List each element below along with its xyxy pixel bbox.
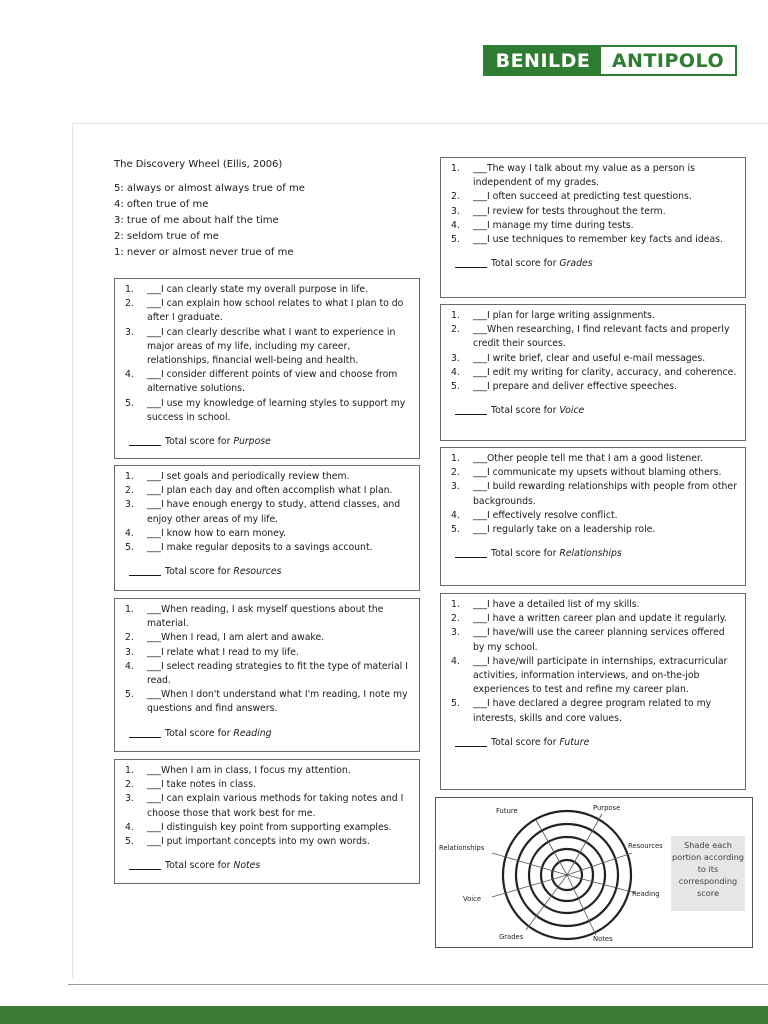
- item-text: ___I often succeed at predicting test questions.: [473, 191, 692, 203]
- item-text: ___I have enough energy to study, attend classes, and enjoy other areas of my life.: [147, 499, 401, 525]
- reading-items: [125, 603, 411, 717]
- spoke-purpose: [567, 814, 602, 875]
- survey-item: [451, 598, 737, 612]
- section-notes: [114, 759, 420, 884]
- item-number: 1.: [125, 471, 134, 482]
- item-number: 3.: [125, 646, 134, 658]
- scale-line-3: 3: true of me about half the time: [114, 215, 279, 226]
- item-text: ___The way I talk about my value as a person is independent of my grades.: [473, 163, 695, 189]
- total-label: Total score for: [165, 566, 231, 578]
- item-text: ___I select reading strategies to fit the type of material I read.: [147, 660, 408, 687]
- total-category: Voice: [559, 405, 585, 417]
- item-number: 5.: [451, 234, 460, 246]
- wheel-label-reading: Reading: [632, 890, 660, 898]
- item-text: ___I plan for large writing assignments.: [473, 310, 655, 321]
- benilde-antipolo-logo: [483, 45, 737, 76]
- section-voice: [440, 304, 746, 441]
- item-text: ___I can explain various methods for taking notes and I choose those that work best for me.: [147, 793, 404, 819]
- section-purpose: [114, 278, 420, 459]
- item-text: ___I have/will use the career planning services offered by my school.: [473, 627, 725, 653]
- total-label: Total score for: [491, 258, 557, 270]
- section-resources: [114, 465, 420, 591]
- survey-item: [125, 541, 411, 555]
- item-number: 1.: [451, 163, 460, 174]
- item-number: 1.: [125, 604, 134, 615]
- voice-items: [451, 309, 737, 394]
- logo-right-text: ANTIPOLO: [611, 49, 725, 72]
- item-number: 2.: [451, 191, 460, 203]
- item-number: 1.: [125, 284, 134, 295]
- survey-item: [125, 283, 411, 297]
- item-text: ___I effectively resolve conflict.: [473, 509, 618, 521]
- item-number: 3.: [125, 499, 134, 511]
- total-label: Total score for: [491, 736, 557, 748]
- survey-item: [125, 764, 411, 778]
- notes-items: [125, 764, 411, 849]
- survey-item: [451, 162, 737, 190]
- item-text: ___I relate what I read to my life.: [147, 646, 299, 658]
- item-text: ___I review for tests throughout the term.: [473, 205, 666, 217]
- total-category: Purpose: [233, 436, 271, 448]
- survey-item: [451, 626, 737, 654]
- total-label: Total score for: [491, 548, 557, 560]
- survey-item: [125, 646, 411, 660]
- survey-item: [125, 603, 411, 631]
- survey-item: [125, 297, 411, 325]
- survey-item: [125, 326, 411, 369]
- item-number: 1.: [451, 599, 460, 610]
- item-text: ___When reading, I ask myself questions about the material.: [147, 604, 384, 630]
- score-blank[interactable]: [129, 565, 161, 576]
- wheel-label-future: Future: [496, 807, 518, 815]
- item-number: 4.: [125, 660, 134, 672]
- total-label: Total score for: [491, 405, 557, 417]
- item-text: ___I plan each day and often accomplish what I plan.: [147, 485, 393, 497]
- relationships-total-score: [451, 547, 737, 561]
- item-number: 4.: [451, 655, 460, 667]
- survey-item: [125, 631, 411, 645]
- wheel-label-grades: Grades: [499, 933, 524, 941]
- survey-item: [125, 368, 411, 396]
- score-blank[interactable]: [455, 736, 487, 747]
- survey-item: [125, 835, 411, 849]
- item-number: 3.: [451, 627, 460, 639]
- item-number: 2.: [125, 632, 134, 644]
- survey-item: [125, 470, 411, 484]
- voice-total-score: [451, 404, 737, 418]
- item-text: ___When I don't understand what I'm reading, I note my questions and find answers.: [147, 689, 408, 715]
- wheel-label-relationships: Relationships: [439, 844, 485, 852]
- item-number: 5.: [125, 689, 134, 701]
- total-category: Future: [559, 736, 590, 748]
- total-label: Total score for: [165, 436, 231, 448]
- total-category: Notes: [233, 860, 261, 872]
- item-number: 2.: [451, 613, 460, 625]
- survey-item: [451, 466, 737, 480]
- item-text: ___I edit my writing for clarity, accuracy, and coherence.: [473, 366, 737, 378]
- item-number: 5.: [451, 381, 460, 393]
- survey-item: [451, 523, 737, 537]
- item-number: 2.: [125, 779, 134, 791]
- item-text: ___I regularly take on a leadership role.: [473, 524, 656, 536]
- item-text: ___I use techniques to remember key facts and ideas.: [473, 234, 723, 246]
- survey-item: [451, 323, 737, 351]
- item-number: 2.: [125, 298, 134, 310]
- survey-item: [451, 309, 737, 323]
- item-number: 5.: [451, 524, 460, 536]
- resources-items: [125, 470, 411, 555]
- item-number: 3.: [451, 481, 460, 493]
- item-text: ___I can clearly state my overall purpose in life.: [147, 284, 369, 295]
- total-category: Reading: [233, 727, 272, 739]
- survey-item: [125, 688, 411, 716]
- item-number: 1.: [451, 310, 460, 321]
- item-number: 2.: [451, 324, 460, 336]
- survey-item: [451, 205, 737, 219]
- item-text: ___I have declared a degree program related to my interests, skills and core values.: [473, 698, 712, 724]
- item-text: ___I build rewarding relationships with people from other backgrounds.: [473, 481, 737, 507]
- purpose-total-score: [125, 435, 411, 449]
- survey-item: [451, 655, 737, 698]
- item-text: ___I can explain how school relates to what I plan to do after I graduate.: [147, 298, 404, 324]
- survey-item: [451, 480, 737, 508]
- survey-item: [125, 527, 411, 541]
- reading-total-score: [125, 727, 411, 741]
- score-blank[interactable]: [129, 435, 161, 446]
- item-number: 5.: [451, 698, 460, 710]
- survey-item: [451, 509, 737, 523]
- item-text: ___When researching, I find relevant facts and properly credit their sources.: [473, 324, 730, 350]
- item-text: ___I distinguish key point from supporting examples.: [147, 821, 392, 833]
- item-number: 1.: [125, 765, 134, 776]
- item-text: ___I make regular deposits to a savings account.: [147, 542, 373, 554]
- total-category: Relationships: [559, 548, 622, 560]
- future-total-score: [451, 736, 737, 750]
- score-blank[interactable]: [129, 727, 161, 738]
- total-label: Total score for: [165, 727, 231, 739]
- shade-instruction: Shade each portion according to its corresponding score: [671, 836, 745, 911]
- item-number: 4.: [125, 369, 134, 381]
- item-text: ___I have a written career plan and update it regularly.: [473, 613, 727, 625]
- item-number: 2.: [125, 485, 134, 497]
- survey-item: [125, 660, 411, 688]
- score-blank[interactable]: [455, 257, 487, 268]
- worksheet-title: The Discovery Wheel (Ellis, 2006): [114, 159, 283, 170]
- item-text: ___I have/will participate in internships, extracurricular activities, information interviews, and on-the-job experiences to test and refine my career plan.: [473, 655, 728, 696]
- footer-bar: [0, 1006, 768, 1024]
- survey-item: [451, 366, 737, 380]
- survey-item: [125, 792, 411, 820]
- scale-line-2: 2: seldom true of me: [114, 231, 219, 242]
- item-number: 4.: [451, 366, 460, 378]
- item-number: 1.: [451, 453, 460, 464]
- item-text: ___When I read, I am alert and awake.: [147, 632, 325, 644]
- section-relationships: [440, 447, 746, 586]
- survey-item: [125, 821, 411, 835]
- total-category: Grades: [559, 258, 593, 270]
- purpose-items: [125, 283, 411, 425]
- item-text: ___I consider different points of view and choose from alternative solutions.: [147, 369, 398, 395]
- item-text: ___I communicate my upsets without blaming others.: [473, 467, 722, 479]
- item-number: 4.: [451, 509, 460, 521]
- discovery-wheel-box: [435, 797, 753, 948]
- item-text: ___I set goals and periodically review them.: [147, 471, 350, 482]
- page-bottom-rule: [68, 984, 768, 985]
- total-category: Resources: [233, 566, 282, 578]
- item-text: ___Other people tell me that I am a good listener.: [473, 453, 703, 464]
- survey-item: [451, 380, 737, 394]
- item-number: 3.: [125, 326, 134, 338]
- item-text: ___I write brief, clear and useful e-mail messages.: [473, 352, 706, 364]
- item-text: ___I put important concepts into my own words.: [147, 836, 370, 848]
- grades-items: [451, 162, 737, 247]
- item-text: ___I use my knowledge of learning styles to support my success in school.: [147, 397, 406, 423]
- item-text: ___I manage my time during tests.: [473, 219, 634, 231]
- item-text: ___I take notes in class.: [147, 779, 256, 791]
- survey-item: [451, 612, 737, 626]
- relationships-items: [451, 452, 737, 537]
- notes-total-score: [125, 859, 411, 873]
- score-blank[interactable]: [455, 404, 487, 415]
- item-text: ___I know how to earn money.: [147, 527, 287, 539]
- survey-item: [125, 778, 411, 792]
- survey-item: [125, 498, 411, 526]
- score-blank[interactable]: [129, 859, 161, 870]
- section-grades: [440, 157, 746, 298]
- wheel-label-resources: Resources: [628, 842, 663, 850]
- item-number: 4.: [451, 219, 460, 231]
- survey-item: [451, 697, 737, 725]
- item-number: 5.: [125, 542, 134, 554]
- survey-item: [451, 233, 737, 247]
- item-number: 3.: [125, 793, 134, 805]
- scale-line-5: 5: always or almost always true of me: [114, 183, 305, 194]
- section-reading: [114, 598, 420, 752]
- survey-item: [125, 397, 411, 425]
- item-text: ___I have a detailed list of my skills.: [473, 599, 640, 610]
- future-items: [451, 598, 737, 726]
- survey-item: [451, 190, 737, 204]
- item-number: 3.: [451, 352, 460, 364]
- wheel-label-notes: Notes: [593, 935, 613, 943]
- grades-total-score: [451, 257, 737, 271]
- worksheet-header: [114, 157, 434, 261]
- scale-line-4: 4: often true of me: [114, 199, 209, 210]
- logo-left-text: BENILDE: [485, 47, 601, 74]
- item-text: ___I can clearly describe what I want to experience in major areas of my life, including my career, relationships, financial well-being and health.: [147, 326, 396, 367]
- item-number: 5.: [125, 397, 134, 409]
- wheel-label-voice: Voice: [463, 895, 482, 903]
- item-number: 5.: [125, 836, 134, 848]
- survey-item: [451, 452, 737, 466]
- item-number: 4.: [125, 821, 134, 833]
- total-label: Total score for: [165, 860, 231, 872]
- survey-item: [451, 219, 737, 233]
- wheel-label-purpose: Purpose: [593, 804, 621, 812]
- item-number: 4.: [125, 527, 134, 539]
- scale-line-1: 1: never or almost never true of me: [114, 247, 294, 258]
- survey-item: [451, 352, 737, 366]
- survey-item: [125, 484, 411, 498]
- score-blank[interactable]: [455, 547, 487, 558]
- item-number: 2.: [451, 467, 460, 479]
- item-text: ___I prepare and deliver effective speeches.: [473, 381, 678, 393]
- item-text: ___When I am in class, I focus my attention.: [147, 765, 351, 776]
- item-number: 3.: [451, 205, 460, 217]
- resources-total-score: [125, 565, 411, 579]
- section-future: [440, 593, 746, 790]
